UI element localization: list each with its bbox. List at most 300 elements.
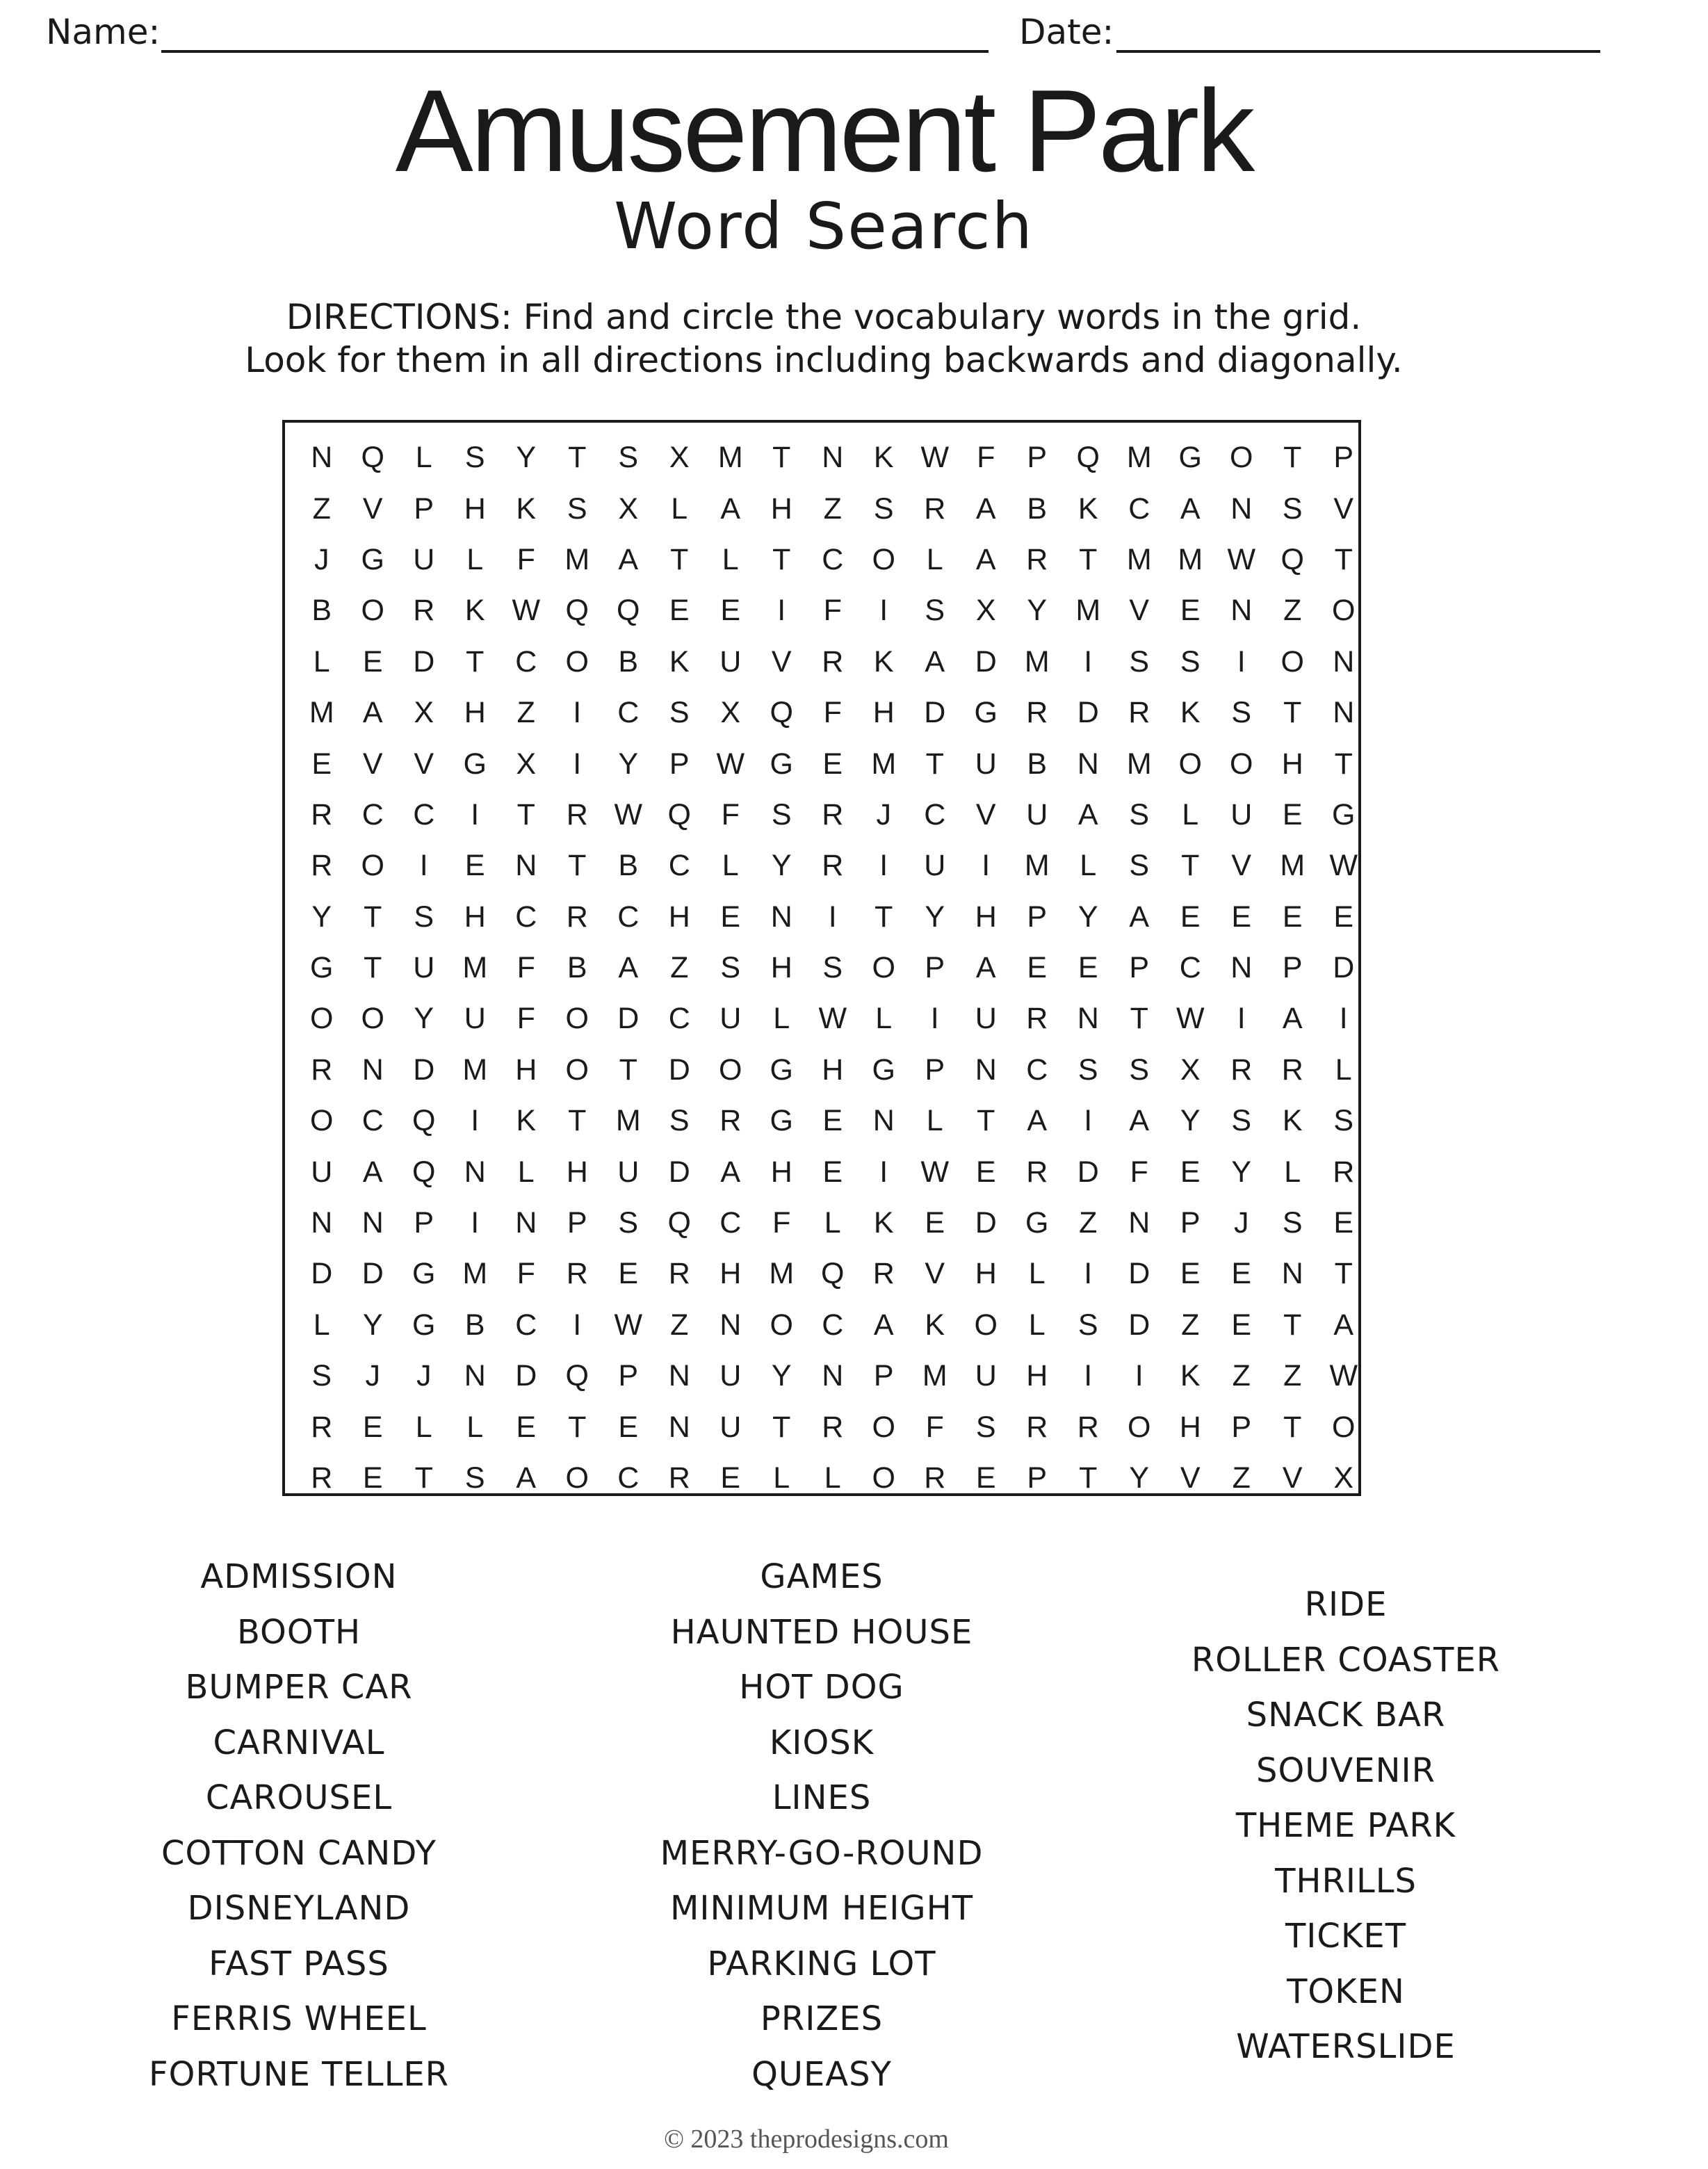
grid-letter: E [925,1206,945,1240]
grid-letter: G [770,747,793,781]
grid-letter: C [515,900,537,934]
grid-letter: W [512,594,541,628]
grid-letter: T [1283,441,1302,475]
grid-letter: K [1180,696,1201,730]
grid-letter: J [1234,1206,1249,1240]
grid-letter: X [516,747,537,781]
grid-letter: F [517,951,535,985]
grid-letter: S [1180,644,1201,679]
grid-letter: H [464,900,486,934]
grid-letter: R [1281,1053,1303,1087]
grid-letter: F [772,1206,791,1240]
grid-letter: T [1334,747,1353,781]
grid-letter: P [925,951,945,985]
grid-letter: R [1230,1053,1253,1087]
grid-letter: P [414,492,434,526]
grid-letter: Y [618,747,639,781]
grid-letter: U [924,849,946,883]
grid-letter: U [617,1155,640,1189]
grid-letter: A [720,492,741,526]
grid-letter: M [1024,644,1050,679]
grid-letter: N [515,1206,537,1240]
grid-letter: F [977,441,995,475]
word-list-item: RIDE [1304,1585,1388,1624]
grid-letter: L [313,1308,330,1342]
grid-letter: E [822,1104,843,1138]
grid-letter: L [1335,1053,1352,1087]
grid-letter: T [414,1461,433,1495]
grid-letter: U [975,747,997,781]
grid-letter: S [464,441,485,475]
grid-letter: O [565,1002,589,1036]
grid-letter: H [872,696,895,730]
grid-letter: W [1227,542,1256,576]
grid-letter: T [1334,542,1353,576]
grid-letter: U [975,1359,997,1393]
grid-letter: M [1075,594,1101,628]
grid-letter: D [413,1053,435,1087]
word-list-item: WATERSLIDE [1236,2027,1456,2066]
grid-letter: Y [1027,594,1048,628]
grid-letter: U [413,542,435,576]
grid-letter: S [975,1410,996,1444]
grid-letter: H [975,900,997,934]
grid-letter: S [414,900,434,934]
grid-letter: R [822,644,844,679]
grid-letter: O [1280,644,1304,679]
grid-letter: O [872,1461,895,1495]
grid-letter: C [924,797,946,831]
grid-letter: O [361,594,384,628]
grid-letter: S [822,951,843,985]
grid-letter: I [777,594,786,628]
grid-letter: T [772,441,791,475]
grid-letter: M [462,951,488,985]
grid-letter: T [1283,696,1302,730]
grid-letter: D [975,1206,997,1240]
grid-letter: N [822,441,844,475]
word-list-column-2 [599,1554,1044,2107]
grid-letter: R [822,849,844,883]
grid-letter: K [1282,1104,1303,1138]
grid-letter: W [1176,1002,1205,1036]
grid-letter: R [1128,696,1150,730]
grid-letter: I [1237,644,1246,679]
grid-letter: Q [617,594,640,628]
grid-letter: A [1129,900,1150,934]
grid-letter: S [1129,849,1150,883]
grid-letter: R [1026,1002,1048,1036]
grid-letter: M [309,696,334,730]
grid-letter: L [773,1461,790,1495]
word-list-item: THEME PARK [1235,1806,1456,1845]
grid-letter: T [619,1053,637,1087]
grid-letter: N [1128,1206,1150,1240]
grid-letter: G [770,1053,793,1087]
grid-letter: P [567,1206,587,1240]
grid-letter: P [1129,951,1150,985]
word-list-item: MINIMUM HEIGHT [669,1889,974,1928]
grid-letter: X [975,594,996,628]
grid-letter: R [668,1461,690,1495]
grid-letter: E [975,1155,996,1189]
grid-letter: Q [565,1359,589,1393]
grid-letter: N [975,1053,997,1087]
grid-letter: M [769,1257,795,1291]
grid-letter: L [773,1002,790,1036]
grid-letter: O [872,1410,895,1444]
grid-letter: D [413,644,435,679]
grid-letter: A [1077,797,1098,831]
grid-letter: V [414,747,434,781]
grid-letter: S [1077,1053,1098,1087]
grid-letter: L [1028,1308,1046,1342]
name-line [161,50,989,53]
grid-letter: T [977,1104,995,1138]
grid-letter: N [361,1206,384,1240]
grid-letter: N [1333,696,1355,730]
grid-letter: R [566,1257,588,1291]
grid-letter: M [1024,849,1050,883]
grid-letter: F [517,1002,535,1036]
grid-letter: W [1329,849,1358,883]
grid-letter: N [668,1359,690,1393]
grid-letter: U [464,1002,486,1036]
grid-letter: N [311,1206,333,1240]
grid-letter: A [720,1155,741,1189]
grid-letter: L [824,1206,841,1240]
directions-line-2: Look for them in all directions including backwards and diagonally. [245,340,1403,380]
grid-letter: S [567,492,587,526]
grid-letter: U [719,1002,742,1036]
name-label: Name: [46,12,161,52]
grid-letter: O [719,1053,742,1087]
word-list-column-1 [76,1554,521,2107]
grid-letter: V [1333,492,1354,526]
grid-letter: I [879,849,888,883]
grid-letter: L [415,1410,432,1444]
grid-letter: K [464,594,485,628]
grid-letter: J [876,797,891,831]
grid-letter: E [1282,900,1303,934]
word-list-item: PRIZES [760,1999,884,2038]
grid-letter: X [1333,1461,1354,1495]
grid-letter: H [975,1257,997,1291]
grid-letter: B [1027,492,1048,526]
grid-letter: B [618,644,639,679]
grid-letter: D [1333,951,1355,985]
grid-letter: V [975,797,996,831]
grid-letter: E [1027,951,1048,985]
grid-letter: U [975,1002,997,1036]
grid-letter: O [361,1002,384,1036]
grid-letter: V [925,1257,945,1291]
grid-letter: K [1180,1359,1201,1393]
grid-letter: L [466,542,484,576]
grid-letter: M [1178,542,1203,576]
grid-letter: L [517,1155,535,1189]
grid-letter: G [412,1308,436,1342]
grid-letter: E [975,1461,996,1495]
grid-letter: T [466,644,485,679]
grid-letter: U [719,644,742,679]
grid-letter: K [516,1104,537,1138]
grid-letter: F [823,696,842,730]
grid-letter: T [1079,1461,1098,1495]
grid-letter: X [618,492,639,526]
grid-letter: R [1026,542,1048,576]
grid-letter: R [311,797,333,831]
grid-letter: G [310,951,334,985]
word-list-item: TOKEN [1287,1972,1405,2011]
grid-letter: N [1077,747,1099,781]
grid-letter: Q [1076,441,1100,475]
grid-letter: M [564,542,590,576]
grid-letter: H [566,1155,588,1189]
grid-letter: E [822,1155,843,1189]
grid-letter: H [1026,1359,1048,1393]
grid-letter: C [361,1104,384,1138]
grid-letter: T [1334,1257,1353,1291]
grid-letter: D [668,1053,690,1087]
grid-letter: C [361,797,384,831]
grid-letter: G [974,696,998,730]
grid-letter: H [770,492,792,526]
grid-letter: E [464,849,485,883]
grid-letter: V [362,747,383,781]
grid-letter: N [515,849,537,883]
grid-letter: I [1339,1002,1348,1036]
grid-letter: V [771,644,792,679]
grid-letter: A [1027,1104,1048,1138]
grid-letter: D [924,696,946,730]
grid-letter: I [828,900,837,934]
grid-letter: Y [516,441,537,475]
grid-letter: C [668,1002,690,1036]
grid-letter: T [1283,1410,1302,1444]
grid-letter: Y [771,1359,792,1393]
word-list-item: COTTON CANDY [161,1833,437,1873]
grid-letter: G [463,747,487,781]
grid-letter: D [1128,1308,1150,1342]
grid-letter: S [464,1461,485,1495]
grid-letter: M [871,747,897,781]
grid-letter: T [364,951,382,985]
grid-letter: T [568,1104,587,1138]
grid-letter: A [975,951,996,985]
grid-letter: L [926,542,943,576]
grid-letter: L [671,492,688,526]
word-list-item: ADMISSION [200,1557,398,1596]
grid-letter: U [311,1155,333,1189]
grid-letter: M [615,1104,641,1138]
grid-letter: L [415,441,432,475]
grid-letter: T [772,1410,791,1444]
grid-letter: A [618,542,639,576]
grid-letter: W [920,1155,950,1189]
grid-letter: I [419,849,428,883]
grid-letter: T [568,1410,587,1444]
grid-letter: X [1180,1053,1201,1087]
date-label: Date: [1019,12,1114,52]
grid-letter: Z [1283,594,1302,628]
grid-letter: Z [1232,1461,1251,1495]
grid-letter: G [1025,1206,1049,1240]
grid-letter: N [1230,594,1253,628]
grid-letter: I [471,1206,480,1240]
grid-letter: C [668,849,690,883]
grid-letter: E [618,1257,639,1291]
grid-letter: Y [362,1308,383,1342]
grid-letter: F [721,797,740,831]
grid-letter: S [1129,644,1150,679]
grid-letter: M [1280,849,1306,883]
grid-letter: H [668,900,690,934]
grid-letter: X [720,696,741,730]
grid-letter: O [565,1053,589,1087]
grid-letter: B [311,594,332,628]
grid-letter: S [618,1206,639,1240]
grid-letter: X [414,696,434,730]
grid-letter: T [875,900,893,934]
grid-letter: W [920,441,950,475]
grid-letter: R [311,1053,333,1087]
directions-line-1: DIRECTIONS: Find and circle the vocabulary words in the grid. [286,297,1362,337]
word-list-item: SNACK BAR [1246,1696,1446,1735]
grid-letter: T [517,797,535,831]
grid-letter: J [365,1359,380,1393]
grid-letter: A [1129,1104,1150,1138]
grid-letter: H [770,1155,792,1189]
word-list-item: FERRIS WHEEL [171,1999,427,2038]
grid-letter: Z [823,492,842,526]
grid-letter: L [1028,1257,1046,1291]
grid-letter: R [413,594,435,628]
grid-letter: Y [925,900,945,934]
grid-letter: W [716,747,745,781]
grid-letter: I [879,1155,888,1189]
word-list-item: CARNIVAL [213,1723,385,1762]
grid-letter: R [1026,696,1048,730]
grid-letter: K [873,644,894,679]
page-title: Amusement Park [395,65,1253,196]
grid-letter: F [823,594,842,628]
grid-letter: F [517,542,535,576]
grid-letter: S [669,696,690,730]
grid-letter: L [1182,797,1199,831]
grid-letter: G [1178,441,1202,475]
grid-letter: M [922,1359,947,1393]
grid-letter: G [770,1104,793,1138]
grid-letter: T [568,849,587,883]
grid-letter: R [924,1461,946,1495]
grid-letter: E [822,747,843,781]
grid-letter: H [515,1053,537,1087]
grid-letter: D [617,1002,640,1036]
grid-letter: O [361,849,384,883]
grid-letter: S [1129,797,1150,831]
grid-letter: U [719,1359,742,1393]
grid-letter: Q [565,594,589,628]
grid-letter: A [618,951,639,985]
grid-letter: I [573,696,582,730]
date-line [1116,50,1600,53]
grid-letter: B [618,849,639,883]
grid-letter: M [462,1257,488,1291]
grid-letter: C [1179,951,1201,985]
grid-letter: O [310,1002,334,1036]
grid-letter: H [719,1257,742,1291]
grid-letter: C [617,696,640,730]
grid-letter: O [872,542,895,576]
grid-letter: T [670,542,689,576]
grid-letter: E [720,900,741,934]
grid-letter: F [925,1410,944,1444]
grid-letter: P [925,1053,945,1087]
grid-letter: S [618,441,639,475]
grid-letter: T [772,542,791,576]
grid-letter: C [515,1308,537,1342]
grid-letter: R [311,1410,333,1444]
grid-letter: D [361,1257,384,1291]
grid-letter: E [669,594,690,628]
grid-letter: U [413,951,435,985]
grid-letter: E [1333,1206,1354,1240]
word-list-column-3 [1123,1582,1568,2080]
grid-letter: N [1230,492,1253,526]
grid-letter: Y [1180,1104,1201,1138]
grid-letter: L [875,1002,893,1036]
grid-letter: I [471,797,480,831]
grid-letter: C [413,797,435,831]
grid-letter: W [818,1002,847,1036]
grid-letter: O [310,1104,334,1138]
grid-letter: Q [667,797,691,831]
word-list-item: HOT DOG [739,1668,904,1707]
grid-letter: L [722,849,739,883]
grid-letter: L [313,644,330,679]
grid-letter: E [720,1461,741,1495]
grid-letter: A [975,542,996,576]
grid-letter: M [1126,747,1152,781]
grid-letter: E [1180,900,1201,934]
grid-letter: O [1178,747,1202,781]
grid-letter: N [1333,644,1355,679]
grid-letter: Q [412,1155,436,1189]
grid-letter: W [1329,1359,1358,1393]
grid-letter: G [1332,797,1356,831]
grid-letter: S [1231,696,1252,730]
grid-letter: N [872,1104,895,1138]
grid-letter: E [720,594,741,628]
grid-letter: R [1077,1410,1099,1444]
grid-letter: Y [1129,1461,1150,1495]
grid-letter: E [618,1410,639,1444]
grid-letter: A [925,644,945,679]
grid-letter: Z [517,696,535,730]
grid-letter: U [1026,797,1048,831]
grid-letter: F [517,1257,535,1291]
grid-letter: D [1077,1155,1099,1189]
grid-letter: A [873,1308,894,1342]
grid-letter: I [1084,1359,1093,1393]
grid-letter: V [362,492,383,526]
grid-letter: H [770,951,792,985]
grid-letter: L [466,1410,484,1444]
grid-letter: E [516,1410,537,1444]
word-list-item: TICKET [1285,1917,1407,1956]
grid-letter: T [925,747,944,781]
